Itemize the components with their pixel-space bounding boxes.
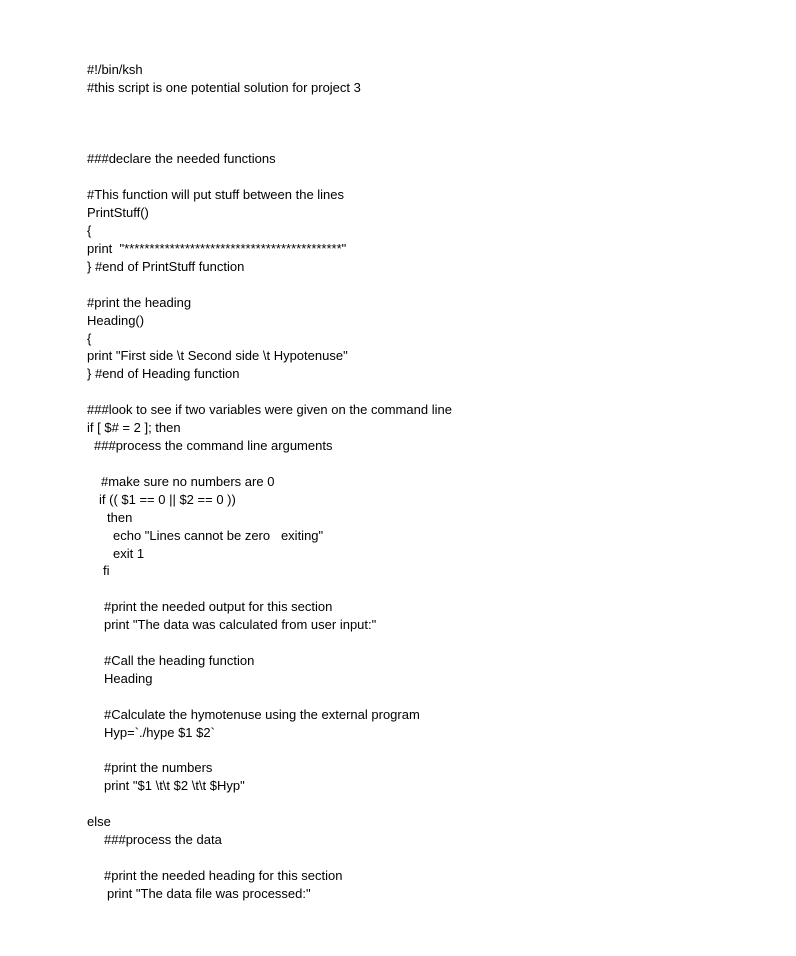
code-line: else (87, 814, 111, 829)
code-line: print "*******************************************" (87, 241, 347, 256)
code-line: print "The data file was processed:" (107, 886, 311, 901)
comment-line: ###look to see if two variables were given on the command line (87, 402, 452, 417)
comment-line: #Calculate the hymotenuse using the external program (104, 707, 420, 722)
comment-line: #This function will put stuff between the lines (87, 187, 345, 202)
code-line: Heading() (87, 313, 145, 328)
comment-line: #print the needed heading for this section (104, 868, 343, 883)
comment-line: #make sure no numbers are 0 (101, 474, 275, 489)
comment-line: #print the heading (87, 295, 192, 310)
code-line: then (107, 510, 133, 525)
comment-line: ###process the data (104, 832, 222, 847)
code-line: { (87, 223, 92, 238)
code-line: if [ $# = 2 ]; then (87, 420, 181, 435)
comment-line: ###declare the needed functions (87, 151, 276, 166)
code-line: fi (103, 563, 110, 578)
code-line: print "$1 \t\t $2 \t\t $Hyp" (104, 778, 245, 793)
comment-line: #print the needed output for this section (104, 599, 333, 614)
code-line: echo "Lines cannot be zero exiting" (113, 528, 324, 543)
comment-line: #print the numbers (104, 760, 213, 775)
code-line: print "First side \t Second side \t Hypotenuse" (87, 348, 348, 363)
code-line: Heading (104, 671, 153, 686)
comment-line: ###process the command line arguments (94, 438, 333, 453)
code-line: print "The data was calculated from user input:" (104, 617, 377, 632)
code-line: } #end of PrintStuff function (87, 259, 245, 274)
code-line: if (( $1 == 0 || $2 == 0 )) (99, 492, 236, 507)
comment-line: #this script is one potential solution for project 3 (87, 80, 361, 95)
code-line: { (87, 331, 92, 346)
shebang-line: #!/bin/ksh (87, 62, 143, 77)
comment-line: #Call the heading function (104, 653, 255, 668)
code-line: } #end of Heading function (87, 366, 240, 381)
code-line: Hyp=`./hype $1 $2` (104, 725, 215, 740)
code-line: exit 1 (113, 546, 145, 561)
code-line: PrintStuff() (87, 205, 149, 220)
